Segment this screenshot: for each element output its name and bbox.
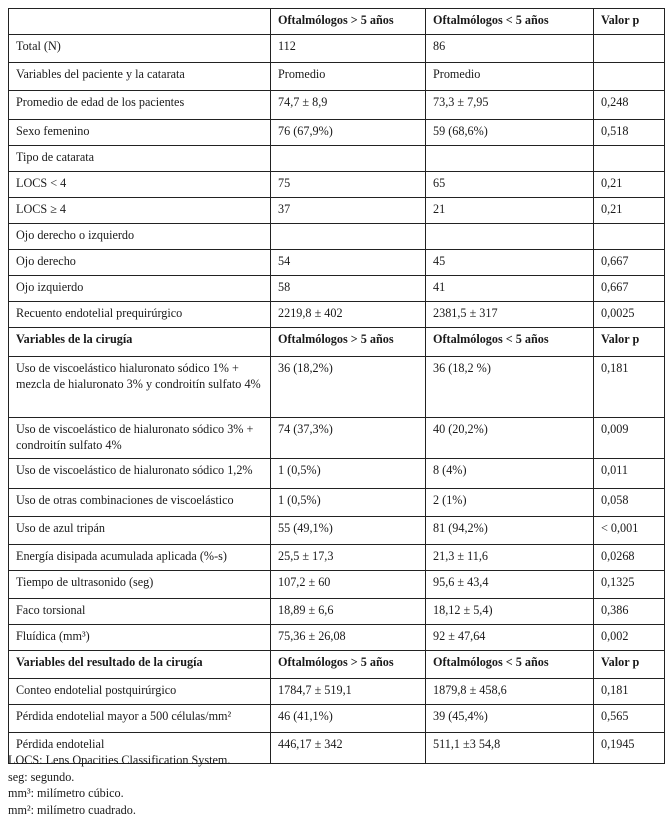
table-cell: 39 (45,4%) [426,705,594,733]
table-row [9,545,665,571]
table-row [9,276,665,302]
table-cell: 511,1 ±3 54,8 [426,733,594,764]
table-row [9,198,665,224]
table-header-row [9,9,665,35]
table-row [9,571,665,599]
table-cell: 74 (37,3%) [271,418,426,459]
table-cell: 1 (0,5%) [271,459,426,489]
table-cell: 0,565 [594,705,665,733]
table-row [9,146,665,172]
table-cell [426,224,594,250]
results-table [8,8,665,764]
table-row [9,599,665,625]
header-cell [9,9,271,35]
table-cell: 40 (20,2%) [426,418,594,459]
table-cell [271,146,426,172]
table-row [9,302,665,328]
table-row [9,91,665,120]
table-cell: 0,21 [594,198,665,224]
table-cell: 1784,7 ± 519,1 [271,679,426,705]
table-cell: 59 (68,6%) [426,120,594,146]
table-cell: Pérdida endotelial mayor a 500 células/mm² [9,705,271,733]
table-cell: 86 [426,35,594,63]
table-cell: 76 (67,9%) [271,120,426,146]
table-cell: Tipo de catarata [9,146,271,172]
table-row [9,224,665,250]
table-cell: 0,0025 [594,302,665,328]
table-cell: 74,7 ± 8,9 [271,91,426,120]
table-cell: 75,36 ± 26,08 [271,625,426,651]
table-cell: 81 (94,2%) [426,517,594,545]
table-cell: 0,667 [594,250,665,276]
table-cell: 21 [426,198,594,224]
table-cell [271,224,426,250]
table-cell: 25,5 ± 17,3 [271,545,426,571]
table-cell: Oftalmólogos < 5 años [426,651,594,679]
table-cell: 58 [271,276,426,302]
table-cell [426,146,594,172]
table-cell [594,35,665,63]
table-row [9,418,665,459]
table-cell: 107,2 ± 60 [271,571,426,599]
table-cell: Uso de azul tripán [9,517,271,545]
table-cell: Valor p [594,328,665,357]
header-cell: Valor p [594,9,665,35]
table-cell: Promedio [271,63,426,91]
table-cell: 8 (4%) [426,459,594,489]
table-cell: Oftalmólogos > 5 años [271,651,426,679]
table-cell: Fluídica (mm³) [9,625,271,651]
table-cell: 0,518 [594,120,665,146]
table-cell: 0,1325 [594,571,665,599]
table-cell: 95,6 ± 43,4 [426,571,594,599]
table-cell: Promedio [426,63,594,91]
table-cell: 0,21 [594,172,665,198]
footnote: mm³: milímetro cúbico. [8,786,124,800]
table-cell: 2381,5 ± 317 [426,302,594,328]
table-section-header-row [9,651,665,679]
table-row [9,120,665,146]
table-cell: LOCS ≥ 4 [9,198,271,224]
table-cell: 0,386 [594,599,665,625]
table-row [9,517,665,545]
table-cell: Conteo endotelial postquirúrgico [9,679,271,705]
footnote: seg: segundo. [8,769,75,784]
table-cell: 37 [271,198,426,224]
table-cell: Total (N) [9,35,271,63]
table-cell: 0,1945 [594,733,665,764]
table-row [9,35,665,63]
table-cell: Recuento endotelial prequirúrgico [9,302,271,328]
table-cell: 41 [426,276,594,302]
header-cell: Oftalmólogos > 5 años [271,9,426,35]
table-cell [594,146,665,172]
table-cell: Promedio de edad de los pacientes [9,91,271,120]
table-row [9,625,665,651]
table-row [9,705,665,733]
table-cell: 0,002 [594,625,665,651]
table-cell: 0,058 [594,489,665,517]
table-cell: Uso de viscoelástico de hialuronato sódico 1,2% [9,459,271,489]
table-row [9,63,665,91]
header-cell: Oftalmólogos < 5 años [426,9,594,35]
table-cell: 18,89 ± 6,6 [271,599,426,625]
table-cell: Tiempo de ultrasonido (seg) [9,571,271,599]
table-cell: 0,248 [594,91,665,120]
footnote: mm²: milímetro cuadrado. [8,802,136,817]
table-cell: Ojo izquierdo [9,276,271,302]
table-section-header-row [9,328,665,357]
table-row [9,250,665,276]
table-cell: 0,667 [594,276,665,302]
table-cell: 1879,8 ± 458,6 [426,679,594,705]
table-cell: Sexo femenino [9,120,271,146]
table-cell: 112 [271,35,426,63]
table-cell: 55 (49,1%) [271,517,426,545]
table-cell: Valor p [594,651,665,679]
table-cell: 21,3 ± 11,6 [426,545,594,571]
table-cell: Uso de viscoelástico de hialuronato sódico 3% + condroitín sulfato 4% [9,418,271,459]
table-cell: Variables del resultado de la cirugía [9,651,271,679]
table-row [9,679,665,705]
table-cell: Oftalmólogos > 5 años [271,328,426,357]
table-cell: 65 [426,172,594,198]
table-cell: Uso de otras combinaciones de viscoelástico [9,489,271,517]
table-cell: 73,3 ± 7,95 [426,91,594,120]
table-cell: LOCS < 4 [9,172,271,198]
table-cell: 446,17 ± 342 [271,733,426,764]
table-cell: 0,181 [594,679,665,705]
table-cell: Faco torsional [9,599,271,625]
table-cell: 54 [271,250,426,276]
table-row [9,172,665,198]
table-row [9,489,665,517]
table-cell: 2219,8 ± 402 [271,302,426,328]
table-row [9,459,665,489]
table-cell: 36 (18,2 %) [426,357,594,418]
table-cell: Ojo derecho [9,250,271,276]
table-cell: Uso de viscoelástico hialuronato sódico 1% + mezcla de hialuronato 3% y condroitín sulfato 4% [9,357,271,418]
table-cell: 2 (1%) [426,489,594,517]
table-cell: 92 ± 47,64 [426,625,594,651]
footnote: LOCS: Lens Opacities Classification System. [8,753,231,767]
table-cell: 46 (41,1%) [271,705,426,733]
table-cell: Ojo derecho o izquierdo [9,224,271,250]
table-footnotes [8,752,230,818]
table-cell: 36 (18,2%) [271,357,426,418]
table-cell: 75 [271,172,426,198]
table-cell: 0,011 [594,459,665,489]
table-cell: Pérdida endotelial [9,733,271,764]
table-cell: 1 (0,5%) [271,489,426,517]
table-cell: Energía disipada acumulada aplicada (%-s) [9,545,271,571]
table-cell: 45 [426,250,594,276]
table-cell: Variables del paciente y la catarata [9,63,271,91]
table-cell [594,63,665,91]
table-cell: 0,009 [594,418,665,459]
table-cell: 0,181 [594,357,665,418]
table-row [9,357,665,418]
table-cell: Variables de la cirugía [9,328,271,357]
table-cell: Oftalmólogos < 5 años [426,328,594,357]
table-cell [594,224,665,250]
table-cell: 0,0268 [594,545,665,571]
table-cell: 18,12 ± 5,4) [426,599,594,625]
table-cell: < 0,001 [594,517,665,545]
